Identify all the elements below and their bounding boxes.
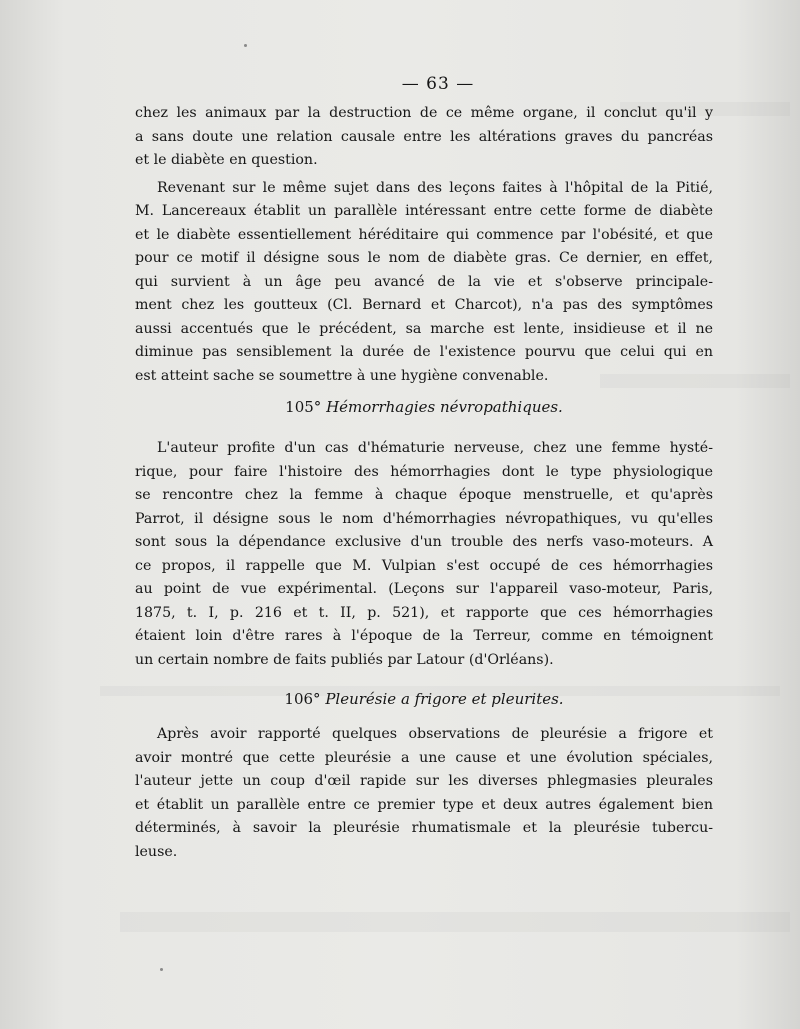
text-line: au point de vue expérimental. (Leçons sur l'appareil vaso-moteur, Paris,: [135, 581, 713, 597]
text-line: et le diabète en question.: [135, 152, 318, 168]
section-heading-106: [135, 688, 713, 711]
text-line: aussi accentués que le précédent, sa marche est lente, insidieuse et il ne: [135, 320, 713, 337]
text-line: ce propos, il rappelle que M. Vulpian s'est occupé de ces hémorrhagies: [135, 557, 713, 574]
text-line: Parrot, il désigne sous le nom d'hémorrhagies névropathiques, vu qu'elles: [135, 510, 713, 527]
text-line: 1875, t. I, p. 216 et t. II, p. 521), et rapporte que ces hémorrhagies: [135, 604, 713, 621]
text-line: chez les animaux par la destruction de ce même organe, il conclut qu'il y: [135, 105, 713, 121]
page-number: — 63 —: [401, 74, 475, 94]
section-title: Hémorrhagies névropathiques.: [326, 398, 563, 416]
text-line: qui survient à un âge peu avancé de la vie et s'observe principale-: [135, 273, 713, 290]
text-line: leuse.: [135, 843, 178, 860]
show-through-shadow: [120, 912, 790, 932]
paragraph-pancreas: [135, 102, 713, 173]
text-line: diminue pas sensiblement la durée de l'existence pourvu que celui qui en: [135, 344, 713, 360]
paper-speck: [160, 968, 163, 971]
text-line: pour ce motif il désigne sous le nom de diabète gras. Ce dernier, en effet,: [135, 250, 713, 266]
text-line: a sans doute une relation causale entre les altérations graves du pancréas: [135, 128, 713, 145]
text-line: Revenant sur le même sujet dans des leçons faites à l'hôpital de la Pitié,: [157, 179, 713, 196]
paper-speck: [244, 44, 247, 47]
section-title: Pleurésie a frigore et pleurites.: [325, 690, 564, 708]
page-text: [135, 74, 713, 864]
text-line: l'auteur jette un coup d'œil rapide sur les diverses phlegmasies pleurales: [135, 773, 713, 789]
section-number: 106°: [284, 690, 321, 708]
paragraph-lancereaux: [135, 177, 713, 389]
text-line: étaient loin d'être rares à l'époque de la Terreur, comme en témoignent: [135, 628, 713, 644]
text-line: est atteint sache se soumettre à une hygiène convenable.: [135, 367, 549, 384]
section-number: 105°: [285, 398, 322, 416]
text-line: L'auteur profite d'un cas d'hématurie nerveuse, chez une femme hysté-: [157, 440, 713, 456]
text-line: déterminés, à savoir la pleurésie rhumatismale et la pleurésie tubercu-: [135, 820, 713, 836]
text-line: et établit un parallèle entre ce premier type et deux autres également bien: [135, 796, 713, 813]
section-heading-105: [135, 396, 713, 419]
text-line: se rencontre chez la femme à chaque époque menstruelle, et qu'après: [135, 487, 713, 503]
text-line: rique, pour faire l'histoire des hémorrhagies dont le type physiologique: [135, 463, 713, 480]
text-line: avoir montré que cette pleurésie a une cause et une évolution spéciales,: [135, 749, 713, 766]
text-line: M. Lancereaux établit un parallèle intéressant entre cette forme de diabète: [135, 203, 713, 219]
text-line: ment chez les goutteux (Cl. Bernard et Charcot), n'a pas des symptômes: [135, 297, 713, 313]
paragraph-pleuresie: [135, 723, 713, 864]
paragraph-hemorrhagies: [135, 437, 713, 672]
text-line: et le diabète essentiellement héréditaire qui commence par l'obésité, et que: [135, 226, 713, 243]
text-line: Après avoir rapporté quelques observations de pleurésie a frigore et: [157, 726, 713, 742]
text-line: sont sous la dépendance exclusive d'un trouble des nerfs vaso-moteurs. A: [135, 534, 713, 550]
text-line: un certain nombre de faits publiés par Latour (d'Orléans).: [135, 651, 554, 668]
